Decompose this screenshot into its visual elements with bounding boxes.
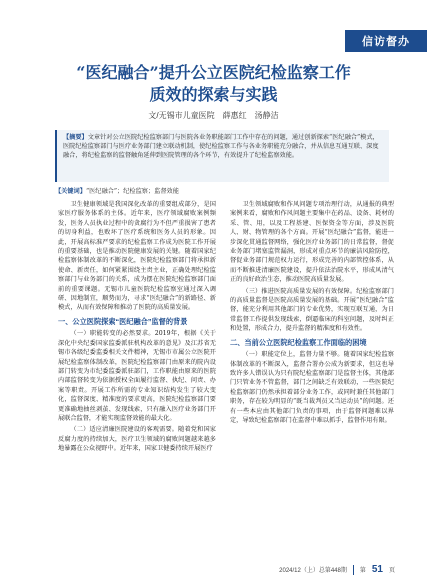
page-number: 51 bbox=[371, 564, 383, 575]
paragraph: （二）适应清廉医院建设的客观需要。随着党和国家反腐力度的持续加大，医疗卫生领域的腐败问题越来越多地暴露在公众视野中。近年来，国家卫健委持续开展医疗 bbox=[58, 426, 216, 453]
paragraph: 卫生健康领域是我国深化改革的重要组成部分，是国家医疗服务体系的主体。近年来，医疗领域腐败案例频发，医务人员执业过程中的贪腐行为不但严重损害了患者的切身利益，也败坏了医疗系统和医务人员的形象。因此，开展高标准严要求的纪检监察工作成为医院工作开展的重要基础，也是推动医院健康发展的关键。随着国家纪检监察体制改革的不断深化，医院纪检监察部门将承担新使命、新责任，如何紧紧围绕主责主业，正确处理纪检监察部门与业务部门的关系，成为摆在医院纪检监察部门面前的重要课题。无锡市儿童医院纪检监察室通过深入调研、因地制宜，顺势而为，寻求“医纪融合”的新路径、新模式，从而有效保障和推动了医院的高质量发展。 bbox=[58, 201, 216, 312]
abstract-label: 【摘要】 bbox=[63, 134, 88, 141]
keywords bbox=[55, 186, 179, 195]
page-footer bbox=[279, 564, 395, 575]
article-title bbox=[20, 62, 407, 106]
issue-date: 2024/12（上）总第448期 bbox=[279, 568, 347, 574]
section-heading: 二、当前公立医院纪检监察工作面临的困境 bbox=[230, 337, 367, 347]
section-heading: 一、公立医院探索“医纪融合”监督的背景 bbox=[58, 316, 188, 326]
author-line: 文/无锡市儿童医院 薛惠红 汤静洁 bbox=[148, 111, 279, 120]
keywords-label: 【关键词】 bbox=[55, 188, 86, 195]
paragraph: 卫生领域腐败和作风问题专项治理行动，从通报的典型案例来看，腐败和作风问题主要集中在药品、设备、耗材的采、管、用，以及工程基建、医保资金等方面，涉及医院人、财、物管理的各个方面。开展“医纪融合”监督，能进一步深化贯通监督网络，强化医疗业务部门的日常监督，督促业务部门堵塞监管漏洞，形成对重点环节的廉洁风险防控，督促业务部门规范权力运行，形成完善的内部管控体系，从而不断推进清廉医院建设，提升依法治院水平，形成风清气正的良好政治生态，推动医院高质量发展。 bbox=[230, 201, 394, 284]
footer-divider bbox=[353, 565, 354, 575]
title-line-1: “医纪融合”提升公立医院纪检监察工作 bbox=[76, 63, 351, 82]
abstract-box bbox=[55, 130, 389, 182]
paragraph: （三）推进医院高质量发展的有效保障。纪检监察部门的高质量监督是医院高质量发展的基础。开展“医纪融合”监督，能充分利用其他部门的专业优势，实现互联互通，为日常监督工作提供发现线索，倒逼临床的科室问题，及时纠正和处置，形成合力，提升监督的精准度和有效性。 bbox=[230, 287, 394, 333]
title-line-2: 质效的探索与实践 bbox=[149, 85, 278, 104]
page-number-label: 第 bbox=[359, 568, 366, 574]
page-number-unit: 页 bbox=[388, 568, 395, 574]
left-column bbox=[58, 200, 216, 456]
paragraph: （一）职能转变的必然要求。2019年，根据《关于深化中央纪委国家监委派驻机构改革的意见》及江苏省无锡市各级纪委监委相关文件精神，无锡市市属公立医院开展纪检监察体制改革，医院纪检监察部门由原来的院内设部门转变为市纪委监委派驻部门，工作职能由原来的医院内部监督转变为依据授权全面履行监督、执纪、问责、办案等职责。开展工作所需的专业知识结构发生了较大变化，监督深度、精准度的要求更高，医院纪检监察部门要更准确地抽丝剥茧、发现线索，只有融入医疗业务部门开展联合监督，才能实现监督效能的最大化。 bbox=[58, 330, 216, 422]
paragraph: （一）职能定位上，监督力量不够。随着国家纪检监察体制改革的不断深入，监督合署办公成为新要求，但这也导致许多人错误认为只有院纪检监察部门是监督主体，其他部门只管业务不管监督，部门之间缺乏有效联动，一些医院纪检监察部门仍然承担着部分业务工作，或同时兼任其他部门职务，存在较为明显的“既当裁判员又当运动员”的问题。还有一些本应由其他部门负责的事项，由于监督问题难以界定，导致纪检监察部门在监督中难以抓手，监督作用有限。 bbox=[230, 351, 394, 424]
keywords-text: “医纪融合”；纪检监察；监督效能 bbox=[85, 188, 179, 195]
section-tag: 信访督办 bbox=[345, 30, 427, 52]
abstract-text: 文章针对公立医院纪检监察部门与医院各业务职能部门工作中存在的问题，通过创新探索“医纪融合”模式，医院纪检监察部门与医疗业务部门建立联动机制，使纪检监察工作与各业务职能充分融合，并从信息互通互联、深度融合，将纪检监察的监督触角延伸到医院管理的各个环节，有效提升了纪检监察效能。 bbox=[63, 134, 379, 159]
right-column bbox=[230, 200, 394, 427]
